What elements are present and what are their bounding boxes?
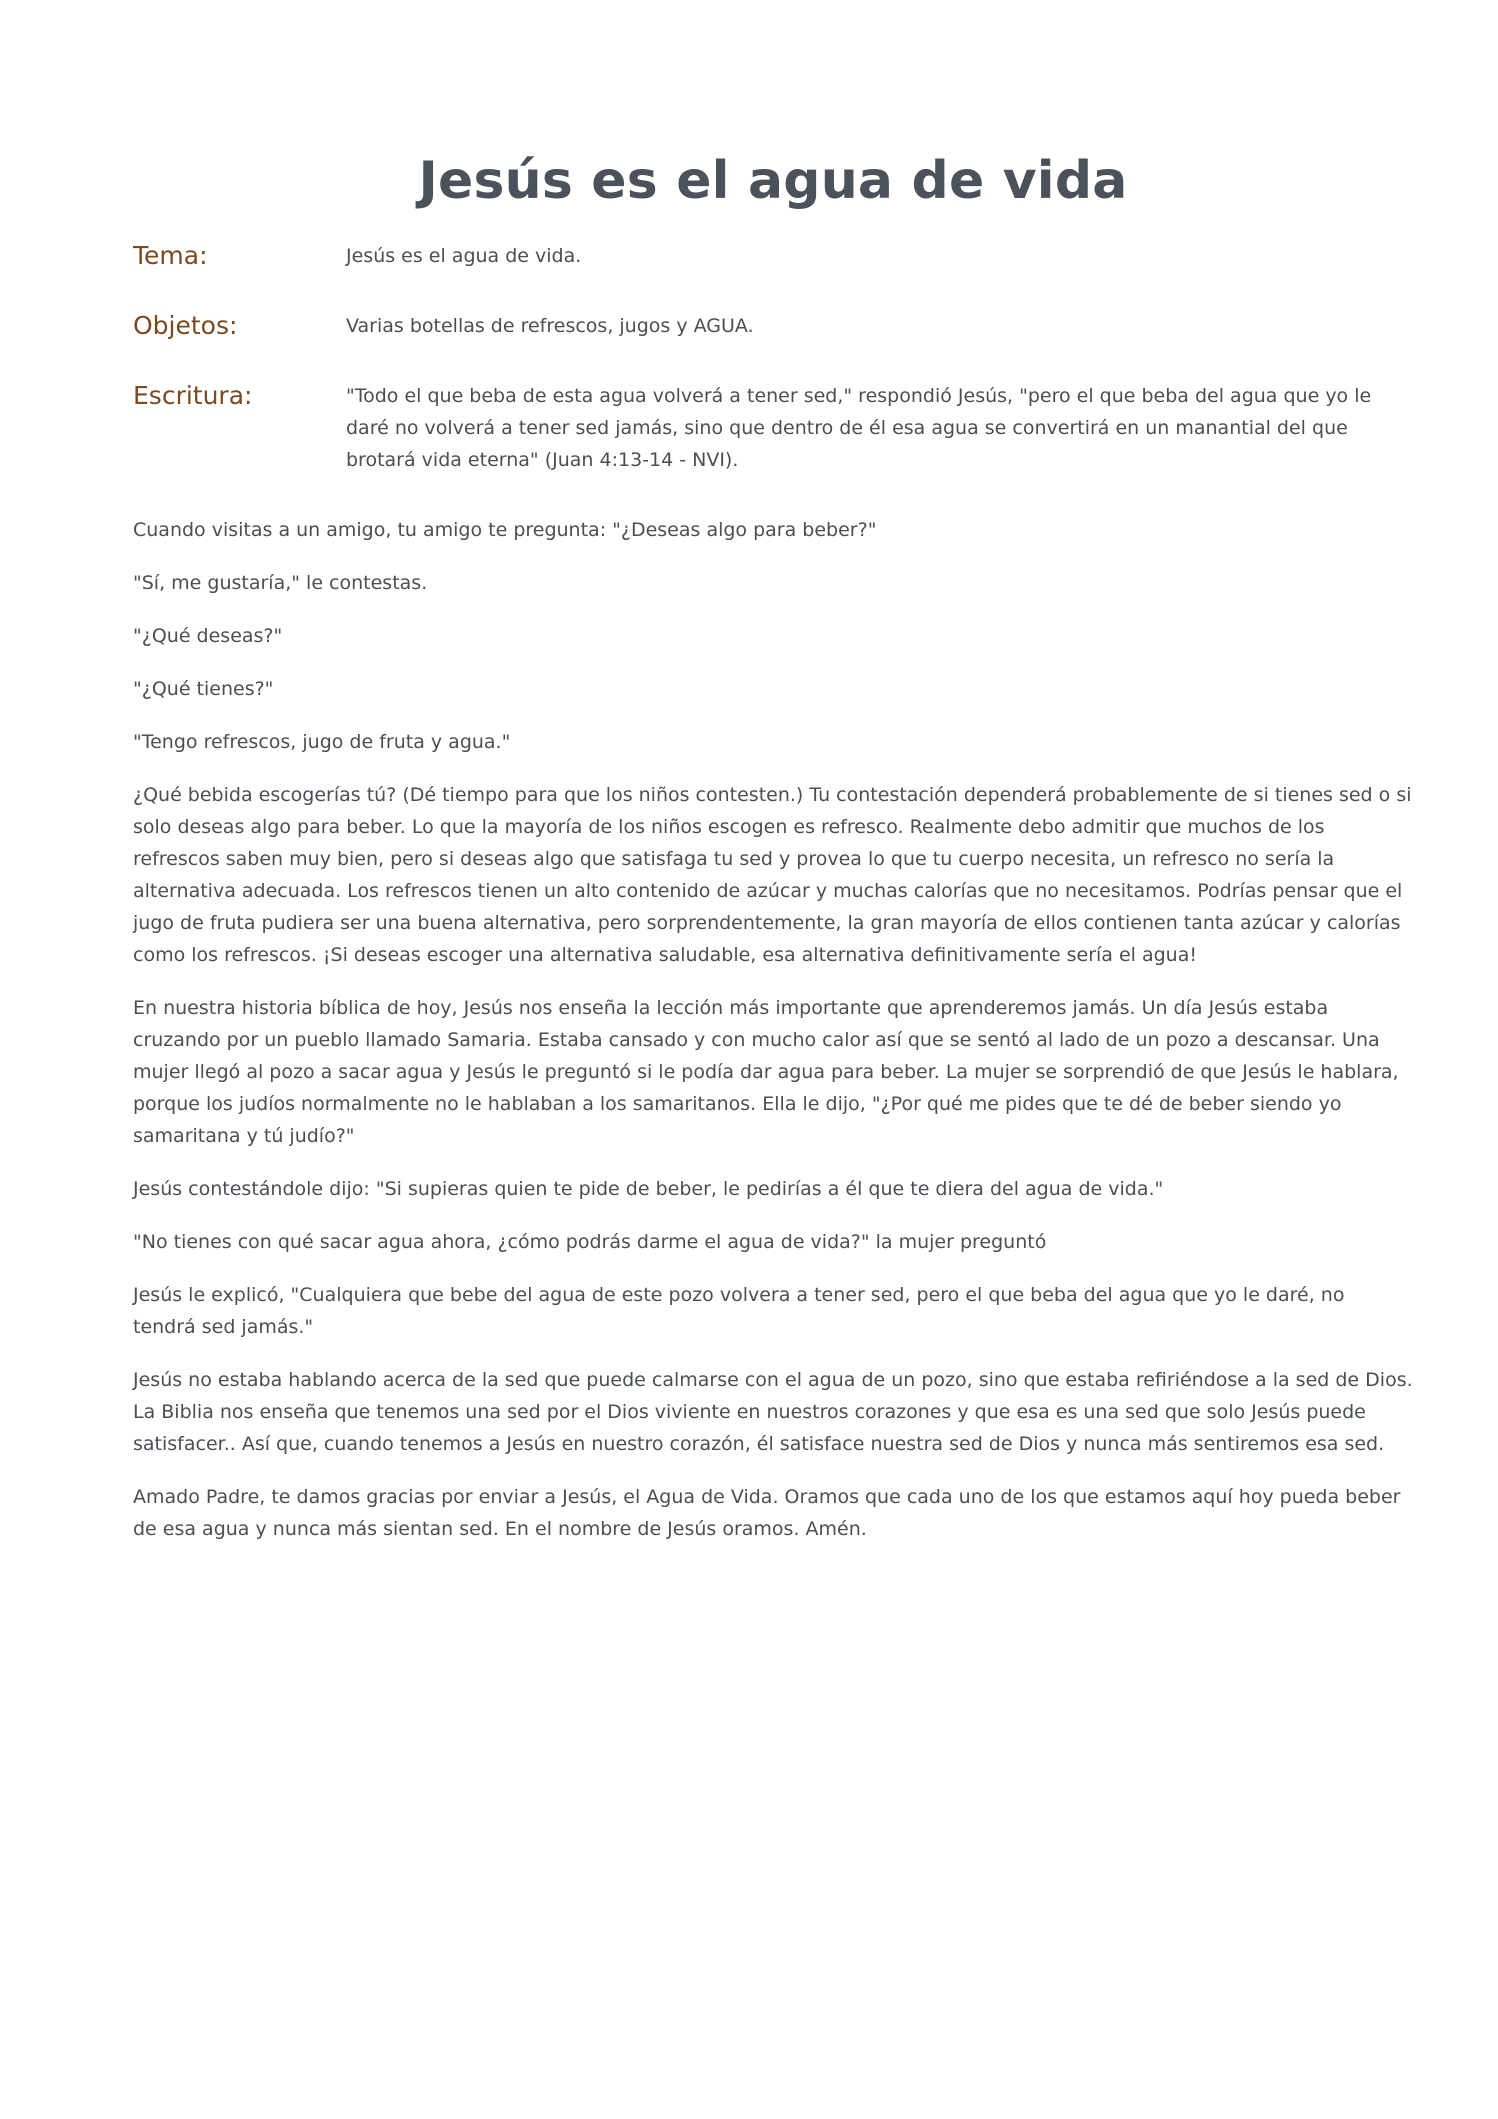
paragraph: "¿Qué tienes?" <box>133 678 274 701</box>
meta-label-objetos: Objetos: <box>133 311 238 341</box>
meta-value-tema: Jesús es el agua de vida. <box>346 245 582 268</box>
meta-value-objetos: Varias botellas de refrescos, jugos y AGUA. <box>346 315 754 338</box>
paragraph: ¿Qué bebida escogerías tú? (Dé tiempo para que los niños contesten.) Tu contestación dependerá probablemente de si tienes sed o si solo deseas algo para beber. Lo que la mayoría de los niños escogen es refresco. Realmente debo admitir que muchos de los refrescos saben muy bien, pero si deseas algo que satisfaga tu sed y provea lo que tu cuerpo necesita, un refresco no sería la alternativa adecuada. Los refrescos tienen un alto contenido de azúcar y muchas calorías que no necesitamos. Podrías pensar que el jugo de fruta pudiera ser una buena alternativa, pero sorprendentemente, la gran mayoría de ellos contienen tanta azúcar y calorías como los refrescos. ¡Si deseas escoger una alternativa saludable, esa alternativa definitivamente sería el agua! <box>133 784 1412 967</box>
paragraph: Jesús no estaba hablando acerca de la sed que puede calmarse con el agua de un pozo, sino que estaba refiriéndose a la sed de Dios. La Biblia nos enseña que tenemos una sed por el Dios viviente en nuestros corazones y que esa es una sed que solo Jesús puede satisfacer.. Así que, cuando tenemos a Jesús en nuestro corazón, él satisface nuestra sed de Dios y nunca más sentiremos esa sed. <box>133 1369 1413 1456</box>
meta-label-tema: Tema: <box>133 241 208 271</box>
meta-row-escritura <box>133 380 1413 476</box>
lesson-meta <box>133 240 1413 476</box>
meta-row-objetos <box>133 310 1413 342</box>
paragraph: Cuando visitas a un amigo, tu amigo te pregunta: "¿Deseas algo para beber?" <box>133 519 877 542</box>
meta-value-escritura: "Todo el que beba de esta agua volverá a tener sed," respondió Jesús, "pero el que beba del agua que yo le daré no volverá a tener sed jamás, sino que dentro de él esa agua se convertirá en un manantial del que brotará vida eterna" (Juan 4:13-14 - NVI). <box>346 385 1372 472</box>
paragraph: Jesús le explicó, "Cualquiera que bebe del agua de este pozo volvera a tener sed, pero el que beba del agua que yo le daré, no tendrá sed jamás." <box>133 1284 1345 1339</box>
meta-label-escritura: Escritura: <box>133 381 253 411</box>
paragraph: En nuestra historia bíblica de hoy, Jesús nos enseña la lección más importante que aprenderemos jamás. Un día Jesús estaba cruzando por un pueblo llamado Samaria. Estaba cansado y con mucho calor así que se sentó al lado de un pozo a descansar. Una mujer llegó al pozo a sacar agua y Jesús le preguntó si le podía dar agua para beber. La mujer se sorprendió de que Jesús le hablara, porque los judíos normalmente no le hablaban a los samaritanos. Ella le dijo, "¿Por qué me pides que te dé de beber siendo yo samaritana y tú judío?" <box>133 997 1399 1148</box>
paragraph: Jesús contestándole dijo: "Si supieras quien te pide de beber, le pedirías a él que te diera del agua de vida." <box>133 1178 1164 1201</box>
paragraph: "¿Qué deseas?" <box>133 625 283 648</box>
paragraph: Amado Padre, te damos gracias por enviar a Jesús, el Agua de Vida. Oramos que cada uno de los que estamos aquí hoy pueda beber de esa agua y nunca más sientan sed. En el nombre de Jesús oramos. Amén. <box>133 1486 1401 1541</box>
document-page <box>133 150 1413 1566</box>
paragraph: "Sí, me gustaría," le contestas. <box>133 572 428 595</box>
meta-row-tema <box>133 240 1413 272</box>
paragraph: "No tienes con qué sacar agua ahora, ¿cómo podrás darme el agua de vida?" la mujer preguntó <box>133 1231 1047 1254</box>
lesson-body <box>133 514 1413 1545</box>
page-title: Jesús es el agua de vida <box>418 151 1128 211</box>
paragraph: "Tengo refrescos, jugo de fruta y agua." <box>133 731 511 754</box>
